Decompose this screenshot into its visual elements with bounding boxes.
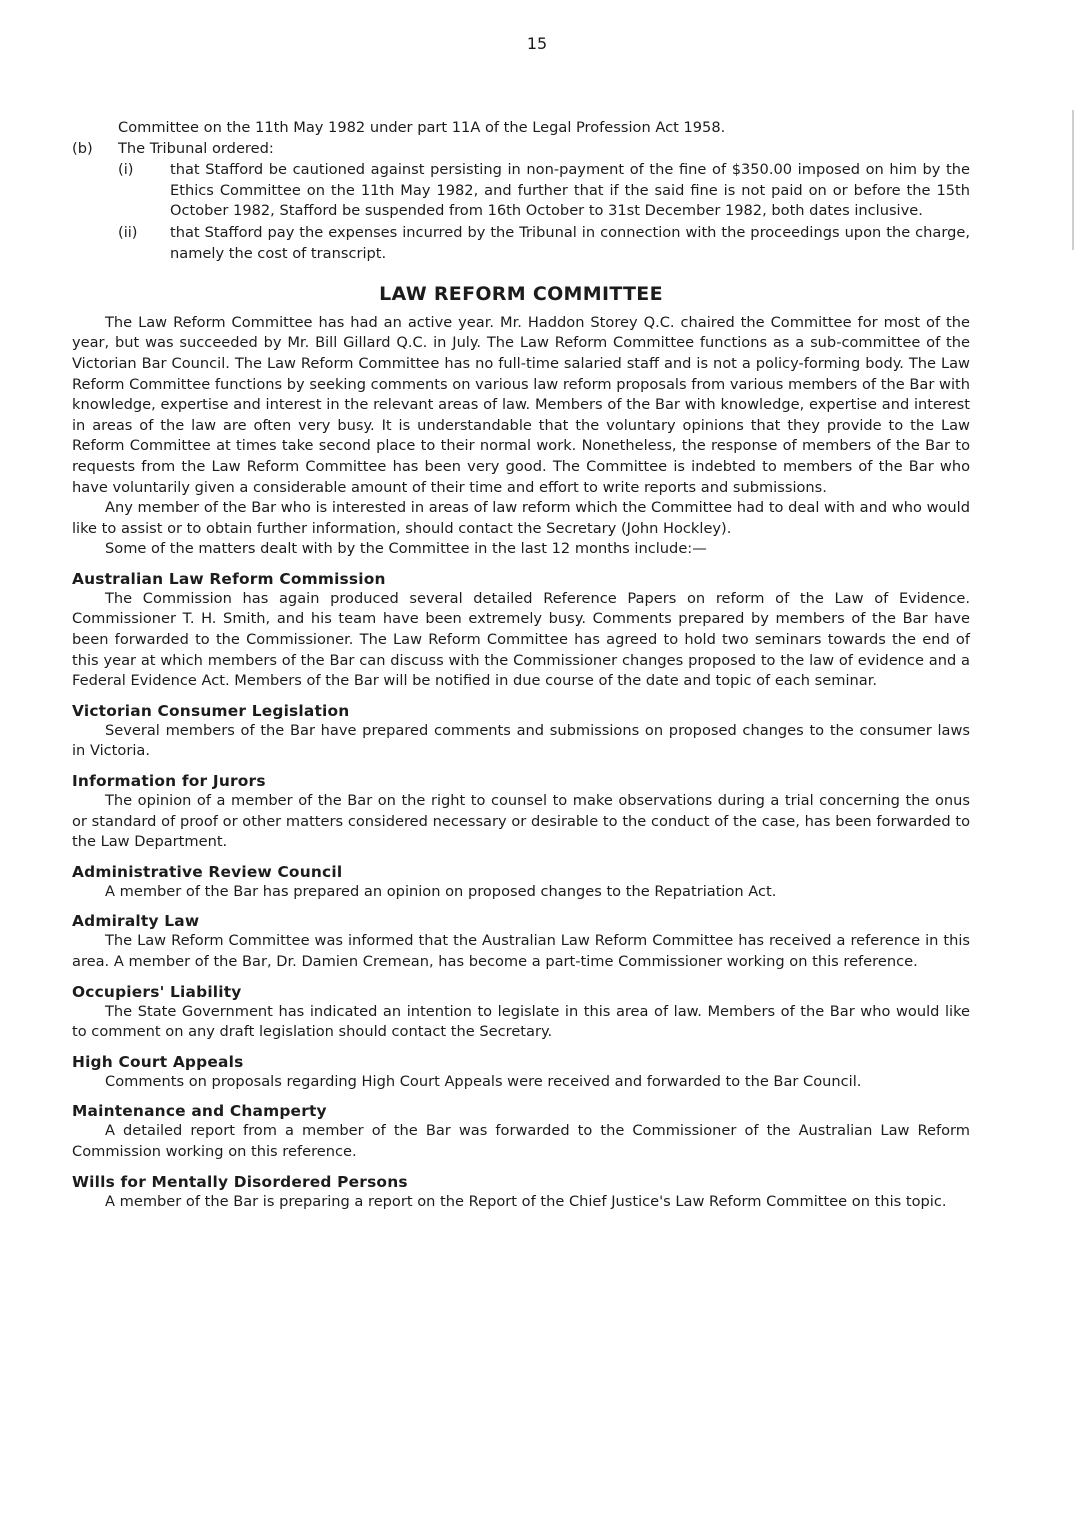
section-title: LAW REFORM COMMITTEE [379, 283, 663, 306]
list-item-b [72, 139, 970, 160]
subsection-text: The Law Reform Committee was informed that the Australian Law Reform Committee has received a reference in this area. A member of the Bar, Dr. Damien Cremean, has become a part-time Commissioner working on this reference. [72, 932, 970, 970]
page-number: 15 [526, 34, 548, 53]
sub-item-ii [72, 223, 970, 264]
subsection-text: Comments on proposals regarding High Court Appeals were received and forwarded to the Bar Council. [105, 1072, 862, 1090]
subsection-heading: High Court Appeals [72, 1052, 244, 1071]
sub-item-label: (ii) [118, 223, 138, 241]
sub-item-i [72, 160, 970, 222]
page-content [72, 118, 970, 1212]
subsection-heading: Occupiers' Liability [72, 982, 242, 1001]
subsection-heading: Administrative Review Council [72, 862, 343, 881]
subsection-text: The opinion of a member of the Bar on the right to counsel to make observations during a trial concerning the onus or standard of proof or other matters considered necessary or desirable to the conduct of the case, has been forwarded to the Law Department. [72, 792, 970, 851]
subsection-text: A detailed report from a member of the Bar was forwarded to the Commissioner of the Australian Law Reform Commission working on this reference. [72, 1122, 970, 1160]
subsection-text: The Commission has again produced several detailed Reference Papers on reform of the Law of Evidence. Commissioner T. H. Smith, and his team have been extremely busy. Comments prepared by members of the Bar have been forwarded to the Commissioner. The Law Reform Committee has agreed to hold two seminars towards the end of this year at which members of the Bar can discuss with the Commissioner changes proposed to the law of evidence and a Federal Evidence Act. Members of the Bar will be notified in due course of the date and topic of each seminar. [72, 589, 970, 690]
list-item-text: The Tribunal ordered: [118, 139, 274, 157]
subsection-text: A member of the Bar is preparing a report on the Report of the Chief Justice's Law Reform Committee on this topic. [105, 1192, 947, 1210]
section-paragraph: The Law Reform Committee has had an active year. Mr. Haddon Storey Q.C. chaired the Committee for most of the year, but was succeeded by Mr. Bill Gillard Q.C. in July. The Law Reform Committee functions as a sub-committee of the Victorian Bar Council. The Law Reform Committee has no full-time salaried staff and is not a policy-forming body. The Law Reform Committee functions by seeking comments on various law reform proposals from various members of the Bar with knowledge, expertise and interest in the relevant areas of law. Members of the Bar with knowledge, expertise and interest in areas of the law are often very busy. It is understandable that the voluntary opinions that they provide to the Law Reform Committee at times take second place to their normal work. Nonetheless, the response of members of the Bar to requests from the Law Reform Committee has been very good. The Committee is indebted to members of the Bar who have voluntarily given a considerable amount of their time and effort to write reports and submissions. [72, 313, 970, 496]
continuation-line: Committee on the 11th May 1982 under part 11A of the Legal Profession Act 1958. [118, 119, 726, 136]
sub-item-text: that Stafford be cautioned against persisting in non-payment of the fine of $350.00 imposed on him by the Ethics Committee on the 11th May 1982, and further that if the said fine is not paid on or before the 15th October 1982, Stafford be suspended from 16th October to 31st December 1982, both dates inclusive. [170, 161, 970, 220]
subsection-text: A member of the Bar has prepared an opinion on proposed changes to the Repatriation Act. [105, 882, 777, 900]
list-item-label: (b) [72, 139, 93, 157]
subsection-heading: Victorian Consumer Legislation [72, 701, 350, 720]
subsection-heading: Maintenance and Champerty [72, 1102, 327, 1121]
subsection-text: The State Government has indicated an intention to legislate in this area of law. Members of the Bar who would like to comment on any draft legislation should contact the Secretary. [72, 1002, 970, 1041]
sub-item-text: that Stafford pay the expenses incurred by the Tribunal in connection with the proceedings upon the charge, namely the cost of transcript. [170, 223, 970, 262]
subsection-heading: Australian Law Reform Commission [72, 569, 386, 588]
section-paragraph: Any member of the Bar who is interested in areas of law reform which the Committee had to deal with and who would like to assist or to obtain further information, should contact the Secretary (John Hockley). [72, 499, 970, 537]
subsection-text: Several members of the Bar have prepared comments and submissions on proposed changes to the consumer laws in Victoria. [72, 721, 970, 760]
section-paragraph: Some of the matters dealt with by the Committee in the last 12 months include:— [105, 540, 707, 558]
subsection-heading: Wills for Mentally Disordered Persons [72, 1172, 408, 1191]
subsection-heading: Admiralty Law [72, 912, 200, 931]
sub-item-label: (i) [118, 161, 134, 179]
subsection-heading: Information for Jurors [72, 772, 266, 791]
